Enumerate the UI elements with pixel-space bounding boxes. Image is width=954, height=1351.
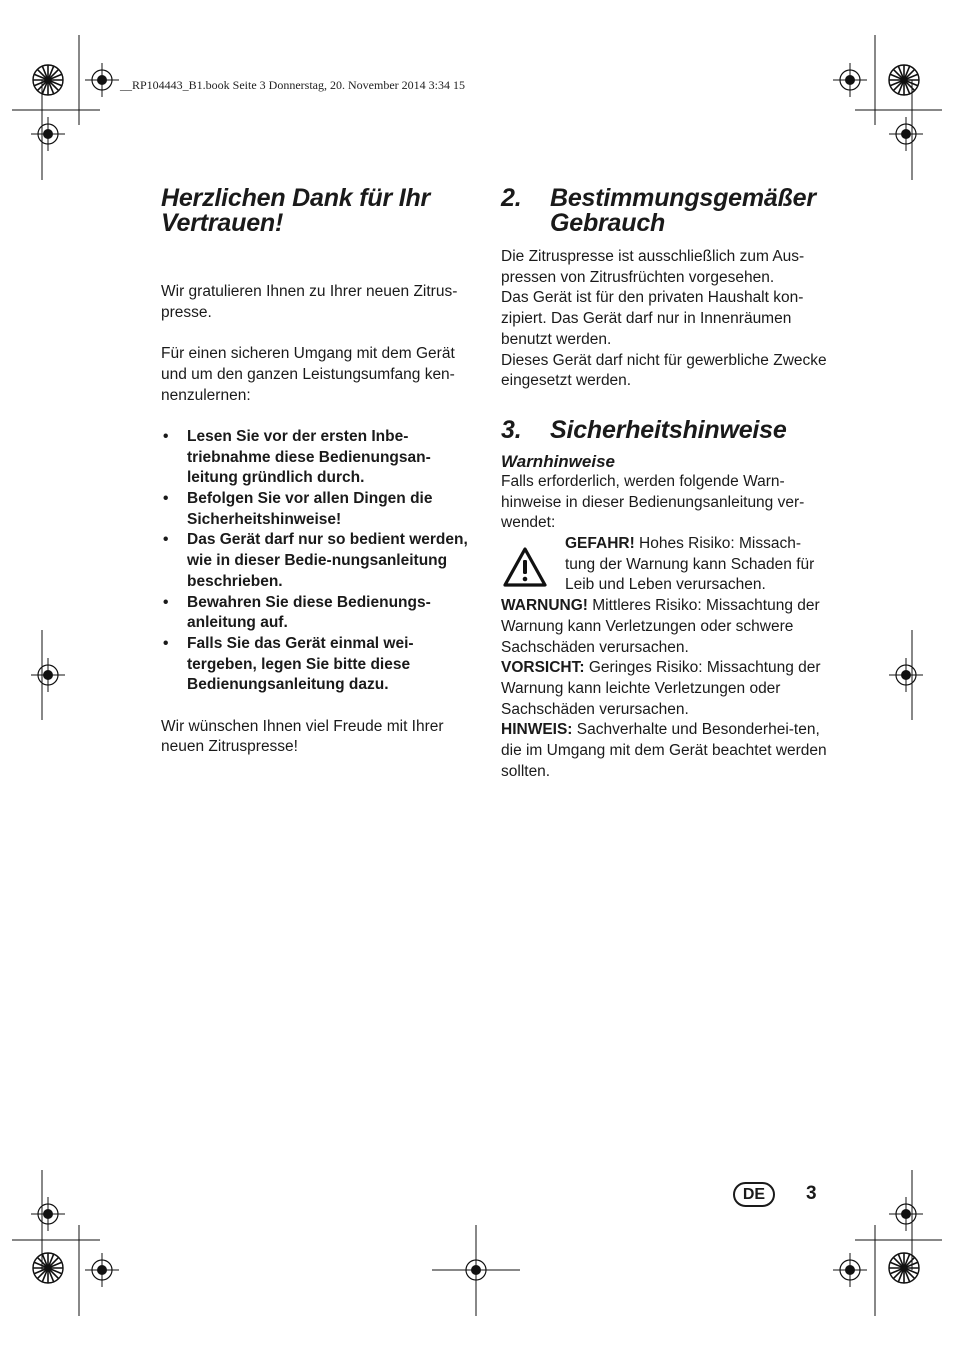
- section-3-title: Sicherheitshinweise: [550, 415, 787, 444]
- warning-description: Mittleres Risiko: Missachtung der Warnung kann Verletzungen oder schwere Sachschäden verursachen.: [501, 597, 820, 656]
- list-item: • Befolgen Sie vor allen Dingen die Sicherheitshinweise!: [161, 489, 481, 530]
- section-3-heading: [501, 415, 831, 444]
- section-2-paragraph-2: Das Gerät ist für den privaten Haushalt kon-zipiert. Das Gerät darf nur in Innenräumen benutzt werden.: [501, 289, 804, 348]
- danger-label: GEFAHR!: [565, 535, 635, 553]
- right-column: [501, 186, 831, 782]
- closing-paragraph: Wir wünschen Ihnen viel Freude mit Ihrer neuen Zitruspresse!: [161, 717, 444, 756]
- list-item: • Lesen Sie vor der ersten Inbe-triebnahme diese Bedienungsan-leitung gründlich durch.: [161, 427, 481, 489]
- danger-description: Hohes Risiko: Missach-tung der Warnung kann Schaden für Leib und Leben verursachen.: [565, 535, 815, 594]
- caution-description: Geringes Risiko: Missachtung der Warnung kann leichte Verletzungen oder Sachschäden verursachen.: [501, 659, 821, 718]
- notice-text: [501, 720, 831, 782]
- starburst-top-right: [889, 65, 919, 95]
- left-heading: Herzlichen Dank für Ihr Vertrauen!: [161, 184, 431, 237]
- warning-label: WARNUNG!: [501, 597, 588, 615]
- list-item: • Das Gerät darf nur so bedient werden, wie in dieser Bedie-nungsanleitung beschrieben.: [161, 530, 481, 592]
- notice-label: HINWEIS:: [501, 721, 573, 739]
- language-badge: DE: [733, 1182, 775, 1207]
- print-slug: __RP104443_B1.book Seite 3 Donnerstag, 20. November 2014 3:34 15: [120, 78, 465, 92]
- list-item: • Falls Sie das Gerät einmal wei-tergeben, legen Sie bitte diese Bedienungsanleitung dazu.: [161, 634, 481, 696]
- warning-triangle-icon: [501, 534, 565, 596]
- warnings-intro: Falls erforderlich, werden folgende Warn-hinweise in dieser Bedienungsanleitung ver-wendet:: [501, 472, 805, 532]
- section-2-title: Bestimmungsgemäßer Gebrauch: [550, 184, 816, 237]
- notice-description: Sachverhalte und Besonderhei-ten, die im Umgang mit dem Gerät beachtet werden sollten.: [501, 721, 827, 780]
- danger-text: [565, 534, 831, 596]
- left-column: [161, 186, 481, 758]
- danger-warning: [501, 534, 831, 596]
- starburst-bottom-right: [889, 1253, 919, 1283]
- section-2-heading: [501, 186, 831, 236]
- intro-paragraph-2: Für einen sicheren Umgang mit dem Gerät und um den ganzen Leistungsumfang ken-nenzulernen:: [161, 345, 455, 404]
- warnings-subheading: Warnhinweise: [501, 451, 615, 471]
- caution-text: [501, 658, 831, 720]
- section-3-number: 3.: [501, 415, 522, 444]
- starburst-bottom-left: [33, 1253, 63, 1283]
- warning-text: [501, 596, 831, 658]
- instruction-list: [161, 427, 481, 696]
- starburst-top-left: [33, 65, 63, 95]
- page-number: 3: [806, 1183, 817, 1204]
- intro-paragraph: Wir gratulieren Ihnen zu Ihrer neuen Zitrus-presse.: [161, 283, 458, 321]
- section-2-number: 2.: [501, 184, 522, 212]
- list-item: • Bewahren Sie diese Bedienungs-anleitung auf.: [161, 593, 481, 634]
- caution-label: VORSICHT:: [501, 659, 585, 677]
- section-2-paragraph-1: Die Zitruspresse ist ausschließlich zum Aus-pressen von Zitrusfrüchten vorgesehen.: [501, 248, 805, 286]
- section-2-paragraph-3: Dieses Gerät darf nicht für gewerbliche Zwecke eingesetzt werden.: [501, 351, 827, 390]
